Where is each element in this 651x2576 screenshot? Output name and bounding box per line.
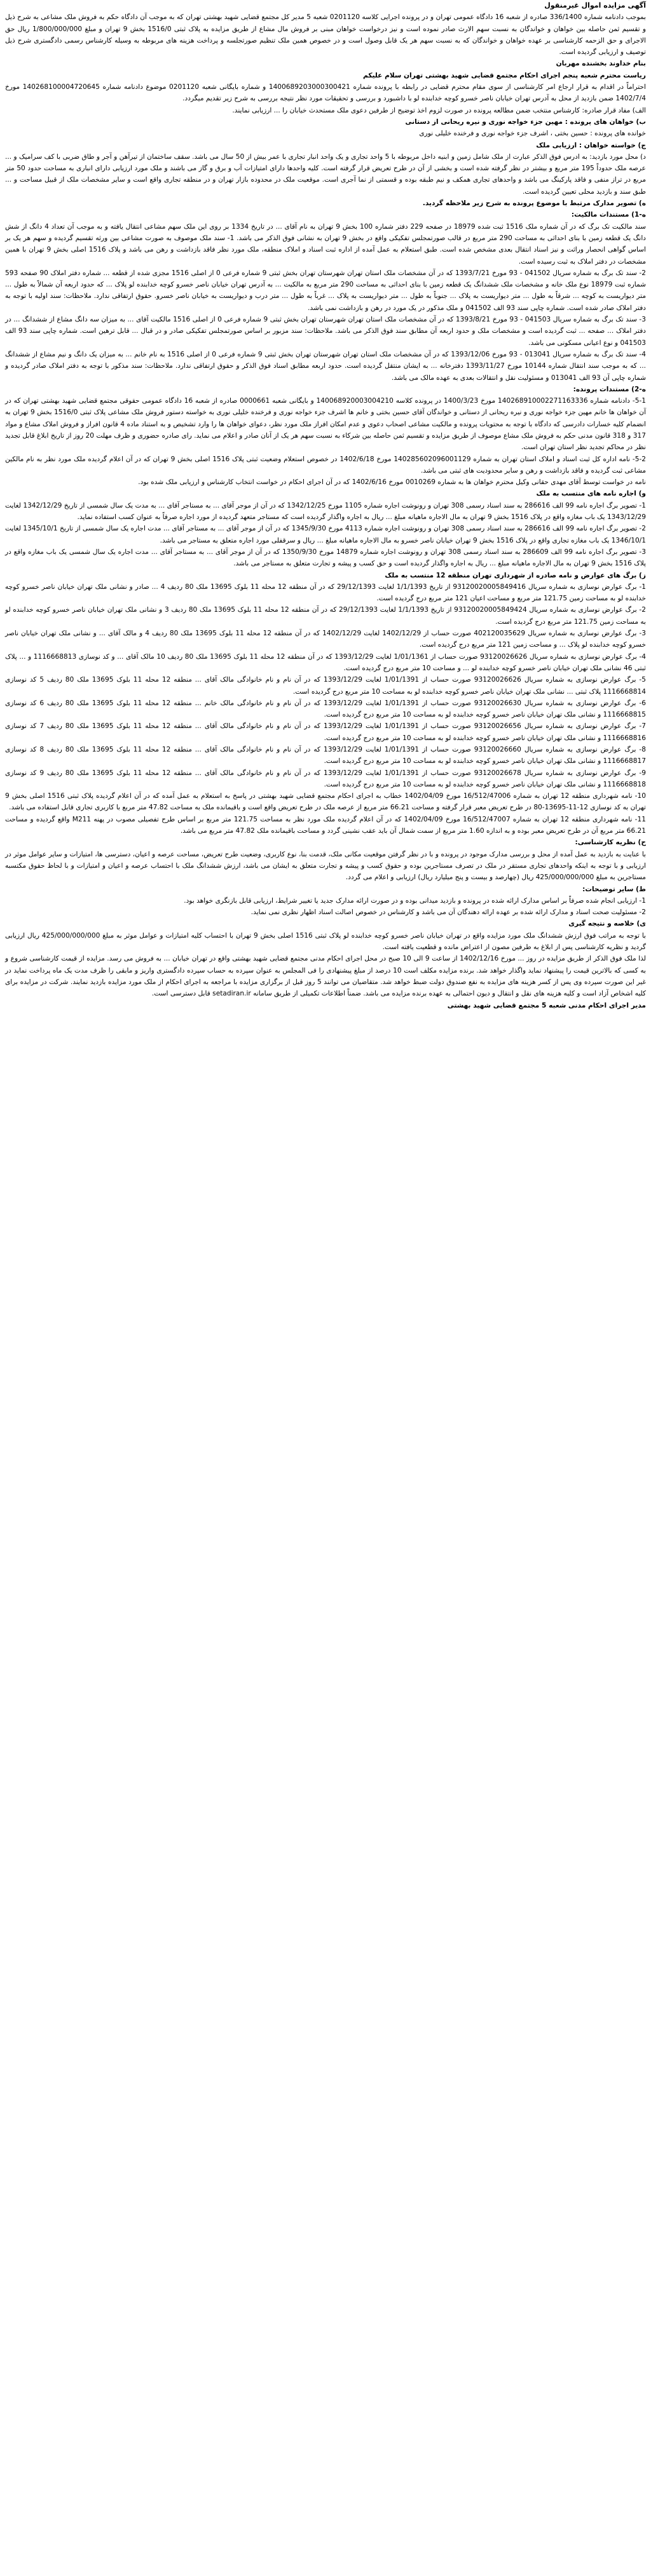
notice-paragraph: خوانده های پرونده : حسین بختی ، اشرف جزء خواجه نوری و فرخنده خلیلی نوری (419, 130, 646, 138)
notice-paragraph: ریاست محترم شعبه پنجم اجرای احکام مجتمع قضایی شهید بهشتی تهران سلام علیکم (363, 71, 646, 79)
notice-paragraph: 3- تصویر برگ اجاره نامه 99 الف 286609 به سند اسناد رسمی 308 تهران و رونوشت اجاره شماره 14879 مورخ 1350/9/30 که در آن از موجر آقای ... به مستاجر آقای ... مدت اجاره یک سال شمسی یک باب مغازه واقع در پلاک 1516 بخش 9 تهران به مال الاجاره ماهیانه مبلغ ... ریال به اجاره واگذار گردیده است و حق کسب و پیشه و تجارت متعلق به مستاجر می باشد. (5, 548, 646, 568)
notice-paragraph: بموجب دادنامه شماره 336/1400 صادره از شعبه 16 دادگاه عمومی تهران و در پرونده اجرایی کلاسه 0201120 شعبه 5 مدیر کل مجتمع قضایی شهید بهشتی تهران که به موجب آن دادگاه حکم به فروش ملک مشاعی به شرح ذیل و تقسیم ثمن حاصله بین خواهان و خواندگان به نسبت سهم الارث صادر نموده است و نیز درخواست خواهان مبنی بر فروش مال مشاع از طریق مزایده به پلاک ثبتی 1516/0 بخش 9 تهران و مبلغ 1/800/000/000 ریال حق الاجرای و حق الزحمه کارشناسی بر عهده خواهان و خواندگان که به نسبت سهم هر یک قابل وصول است و در خصوص همین ملک تنظیم صورتجلسه و پرداخت هزینه های مربوطه به وسیله کارشناس رسمی دادگستری شرح ذیل توصیف و ارزیابی گردیده است. (5, 13, 647, 57)
notice-document (5, 0, 646, 1011)
notice-signature: مدیر اجرای احکام مدنی شعبه 5 مجتمع قضایی شهید بهشتی (447, 1001, 646, 1009)
notice-paragraph: احتراماً در اقدام به قرار ارجاع امر کارشناسی از سوی مقام محترم قضایی در رابطه با پرونده شماره 1400689203000300421 و شماره بایگانی شعبه 0201120 موضوع دادنامه شماره 140268100004720645 مورخ 1402/7/4 ضمن بازدید از محل به آدرس تهران خیابان ناصر خسرو کوچه خدابنده لو با داشبورد و بررسی و تحقیقات مورد نظر نتیجه بررسی به شرح زیر تقدیم میگردد. (5, 83, 646, 103)
notice-paragraph: 11- نامه شهرداری منطقه 12 تهران به شماره 16/512/47007 مورخ 1402/04/09 که در آن اعلام گردیده ملک مورد نظر به مساحت 121.75 متر مربع بر اساس طرح تفصیلی مصوب در پهنه M211 واقع گردیده و مساحت 66.21 متر مربع آن در طرح تعریض معبر بوده و به اندازه 1.60 متر مربع از سمت شمال آن باید عقب نشینی گردد و مساحت باقیمانده ملک 47.82 متر مربع می باشد. (5, 815, 646, 835)
notice-paragraph: لذا ملک فوق الذکر از طریق مزایده در روز ... مورخ 1402/12/16 از ساعت 9 الی 10 صبح در محل اجرای احکام مدنی مجتمع قضایی شهید بهشتی واقع در تهران خیابان ... به فروش می رسد. مزایده از قیمت کارشناسی شروع و به کسی که بالاترین قیمت را پیشنهاد نماید واگذار خواهد شد. برنده مزایده مکلف است 10 درصد از مبلغ پیشنهادی را فی المجلس به عنوان سپرده به حساب سپرده دادگستری واریز و مابقی را ظرف مدت یک ماه پرداخت نماید در غیر این صورت سپرده وی پس از کسر هزینه های مزایده به نفع صندوق دولت ضبط خواهد شد. متقاضیان می توانند 5 روز قبل از برگزاری مزایده با مراجعه به اجرای احکام از ملک مورد مزایده بازدید نمایند. شرکت در مزایده برای کلیه اشخاص آزاد است و کلیه هزینه های نقل و انتقال و دیون احتمالی به عهده برنده مزایده می باشد. ضمناً اطلاعات تکمیلی از طریق سامانه setadiran.ir قابل دسترسی است. (5, 955, 646, 998)
notice-paragraph: ح) نظریه کارشناسی: (575, 839, 646, 847)
notice-paragraph: 1- تصویر برگ اجاره نامه 99 الف 286616 به سند اسناد رسمی 308 تهران و رونوشت اجاره شماره 1105 مورخ 1342/12/25 که در آن از موجر آقای ... به مستاجر آقای ... به مدت یک سال شمسی از تاریخ 1342/12/29 لغایت 1343/12/29 یک باب مغازه واقع در پلاک 1516 بخش 9 تهران به مال الاجاره ماهیانه مبلغ ... ریال به اجاره واگذار گردیده است که مستاجر متعهد گردیده از مورد اجاره صرفاً به عنوان کسب استفاده نماید. (5, 501, 646, 522)
notice-paragraph: ج) خواسته خواهان : ارزیابی ملک (536, 141, 646, 149)
notice-paragraph: نامه در خواست توسط آقای مهدی حقانی وکیل محترم خواهان ها به شماره 0010269 مورخ 1402/6/16 که در آن اجرای احکام در خواست انتخاب کارشناس و ارزیابی ملک شده بود. (138, 478, 646, 487)
notice-paragraph: ز) برگ های عوارض و نامه صادره از شهرداری تهران منطقه 12 منتسب به ملک (385, 571, 646, 579)
notice-paragraph: ب) خواهان های پرونده : مهین جزء خواجه نوری و نیره ریحانی از دستانی (405, 118, 646, 126)
notice-paragraph: 2- سند تک برگ به شماره سریال 041502 - 93 مورخ 1393/7/21 که در آن مشخصات ملک استان تهران شهرستان تهران بخش ثبتی 9 شماره فرعی 0 از اصلی 1516 مجزی شده از قطعه ... شماره دفتر املاک 90 صفحه 593 شماره ثبت 18979 نوع ملک خانه و مشخصات ملک ششدانگ یک قطعه زمین با بنای احداثی به مساحت 290 متر مربع به مالکیت ... به آدرس تهران خیابان ناصر خسرو کوچه خدابنده لو پلاک ... که حدود اربعه آن شمالاً به طول ... متر دیواریست به کوچه ... شرقاً به طول ... متر دیواریست به پلاک ... جنوباً به طول ... متر دیواریست به پلاک ... غرباً به طول ... متر درب و دیواریست به خیابان ناصر خسرو. حقوق ارتفاقی ندارد. ملاحظات: سند اولیه با توجه به دفتر املاک صادر شده است. شماره چاپی سند 93 الف 041502 و ملک مذکور در یک مورد در رهن و بازداشت نمی باشد. (5, 269, 647, 312)
notice-title: آگهی مزایده اموال غیرمنقول (544, 1, 646, 10)
notice-paragraph: 1- ارزیابی انجام شده صرفاً بر اساس مدارک ارائه شده در پرونده و بازدید میدانی بوده و در صورت ارائه مدارک جدید یا تغییر شرایط، ارزیابی قابل بازنگری خواهد بود. (184, 896, 646, 905)
notice-paragraph: 5- برگ عوارض نوسازی به شماره سریال 93120026626 صورت حساب از 1/01/1391 لغایت 1393/12/29 که در آن نام و نام خانوادگی مالک آقای ... منطقه 12 محله 11 بلوک 13695 ملک 80 ردیف 5 کد نوسازی 1116668814 پلاک ثبتی ... نشانی ملک تهران خیابان ناصر خسرو کوچه خدابنده لو به مساحت 10 متر مربع درج گردیده است. (5, 676, 646, 696)
notice-paragraph: ه-2) مستندات پرونده: (573, 385, 646, 393)
notice-paragraph: ی) خلاصه و نتیجه گیری (568, 920, 646, 928)
notice-paragraph: 6- برگ عوارض نوسازی به شماره سریال 93120026630 صورت حساب از 1/01/1391 لغایت 1393/12/29 که در آن نام و نام خانوادگی مالک خانم ... منطقه 12 محله 11 بلوک 13695 ملک 80 ردیف 6 کد نوسازی 1116668815 و نشانی ملک تهران خیابان ناصر خسرو کوچه خدابنده لو به مساحت 10 متر مربع درج گردیده است. (5, 699, 647, 719)
notice-paragraph: ه) تصویر مدارک مرتبط با موضوع پرونده به شرح زیر ملاحظه گردید. (422, 199, 646, 208)
notice-paragraph: و) اجاره نامه های منتسب به ملک (536, 490, 646, 498)
notice-paragraph: 5-2- نامه اداره کل ثبت اسناد و املاک استان تهران به شماره 140285602096001129 مورخ 1402/6/18 در خصوص استعلام وضعیت ثبتی پلاک 1516 اصلی بخش 9 تهران که در آن اعلام گردیده ملک مورد نظر به نام مالکین مشاعی ثبت گردیده و فاقد بازداشت و رهن و سایر محدودیت های ثبتی می باشد. (5, 455, 647, 475)
notice-paragraph: 9- برگ عوارض نوسازی به شماره سریال 93120026678 صورت حساب از 1/01/1391 لغایت 1393/12/29 که در آن نام و نام خانوادگی مالک آقای ... منطقه 12 محله 11 بلوک 13695 ملک 80 ردیف 9 کد نوسازی 1116668818 و نشانی ملک تهران خیابان ناصر خسرو کوچه خدابنده لو به مساحت 10 متر مربع درج گردیده است. (5, 769, 646, 788)
notice-paragraph: 2- تصویر برگ اجاره نامه 99 الف 286616 به سند اسناد رسمی 308 تهران و رونوشت اجاره شماره 4113 مورخ 1345/9/30 که در آن از موجر آقای ... به مستاجر آقای ... مدت اجاره یک سال شمسی از تاریخ 1345/10/1 لغایت 1346/10/1 یک باب مغازه تجاری واقع در پلاک 1516 بخش 9 تهران خیابان ناصر خسرو به مال الاجاره ماهیانه مبلغ ... ریال و سرقفلی مورد اجاره متعلق به مستاجر می باشد. (5, 525, 646, 544)
notice-paragraph: د) محل مورد بازدید: به ادرس فوق الذکر عبارت از ملک شامل زمین و ابنیه داخل مربوطه با 5 واحد تجاری و یک واحد انبار تجاری با عمر بیش از 50 سال می باشد. سقف ساختمان از تیرآهن و آجر و طاق ضربی با کف سرامیک و ... عرصه ملک حدوداً 195 متر مربع و بیشتر در نظر گرفته شده است و بخشی از آن در طرح تعریض قرار گرفته است. کلیه واحدها دارای امتیازات آب و برق و گاز می باشند و ملک مورد ارزیابی دارای انباری به مساحت حدود 50 متر مربع در تراز منفی و فاقد پارکینگ می باشد و واحدهای تجاری همکف و نیم طبقه بوده و قسمتی از نما آجری است. موقعیت ملک در محدوده بازار تهران و در منطقه تجاری واقع است و سایر مشخصات ملک از قبیل مساحت و ... طبق سند و بازدید محلی تعیین گردیده است. (5, 152, 647, 196)
notice-paragraph: الف) مفاد قرار صادره: کارشناس منتخب ضمن مطالعه پرونده در صورت لزوم اخذ توضیح از طرفین دعوی ملک مستحدث خیابان را ... ارزیابی نمایند. (232, 106, 646, 114)
notice-paragraph: با عنایت به بازدید به عمل آمده از محل و بررسی مدارک موجود در پرونده و با در نظر گرفتن موقعیت مکانی ملک، قدمت بنا، نوع کاربری، وضعیت طرح تعریض، مساحت عرصه و اعیان، دسترسی ها، امتیازات و سایر عوامل موثر در ارزیابی و با توجه به اینکه واحدهای تجاری مستقر در ملک در تصرف مستاجرین بوده و حقوق کسب و پیشه و تجارت متعلق به ایشان می باشد، ارزش ششدانگ ملک با احتساب عرصه و اعیان و امتیازات و با لحاظ حقوق مکتسبه مستاجرین به مبلغ 425/000/000/000 ریال (چهارصد و بیست و پنج میلیارد ریال) ارزیابی و اعلام می گردد. (5, 850, 646, 882)
notice-paragraph: 4- سند تک برگ به شماره سریال 013041 - 93 مورخ 1393/12/06 که در آن مشخصات ملک استان تهران شهرستان تهران بخش ثبتی 9 شماره فرعی 0 از اصلی 1516 به نام خانم ... به میزان یک دانگ و نیم مشاع از ششدانگ ... که به موجب سند انتقال شماره 10144 مورخ 1393/11/27 دفترخانه ... به ایشان منتقل گردیده است. حدود اربعه مطابق اسناد فوق الذکر و حقوق ارتفاقی ندارد. ملاحظات: سند مذکور با توجه به دفتر املاک صادر گردیده و شماره چاپی آن 93 الف 013041 و مسئولیت نقل و انتقالات بعدی به عهده مالک می باشد. (5, 350, 647, 382)
notice-paragraph: با توجه به مراتب فوق ارزش ششدانگ ملک مورد مزایده واقع در تهران خیابان ناصر خسرو کوچه خدابنده لو پلاک ثبتی 1516 اصلی بخش 9 تهران با احتساب کلیه امتیازات و عوامل موثر به مبلغ 425/000/000/000 ریال ارزیابی گردید و نظریه کارشناسی پس از ابلاغ به طرفین مصون از اعتراض مانده و قطعیت یافته است. (5, 931, 646, 952)
notice-paragraph: 3- برگ عوارض نوسازی به شماره سریال 402120035629 صورت حساب از 1402/12/29 لغایت 1402/12/29 که در آن منطقه 12 محله 11 بلوک 13695 ملک 80 ردیف 4 و مالک آقای ... و نشانی ملک تهران خیابان ناصر خسرو کوچه خدابنده لو پلاک ... و مساحت زمین 121 متر مربع درج گردیده است. (5, 630, 647, 649)
notice-paragraph: ه-1) مستندات مالکیت: (571, 211, 646, 219)
notice-body (5, 11, 646, 999)
notice-paragraph: 8- برگ عوارض نوسازی به شماره سریال 93120026660 صورت حساب از 1/01/1391 لغایت 1393/12/29 که در آن نام و نام خانوادگی مالک آقای ... منطقه 12 محله 11 بلوک 13695 ملک 80 ردیف 8 کد نوسازی 1116668817 و نشانی ملک تهران خیابان ناصر خسرو کوچه خدابنده لو به مساحت 10 متر مربع درج گردیده است. (5, 746, 646, 765)
notice-paragraph: 2- مسئولیت صحت اسناد و مدارک ارائه شده بر عهده ارائه دهندگان آن می باشد و کارشناس در خصوص اصالت اسناد اظهار نظری نمی نماید. (250, 908, 646, 917)
notice-paragraph: 4- برگ عوارض نوسازی به شماره سریال 93120026626 صورت حساب از 1/01/1361 لغایت 1393/12/29 که در آن منطقه 12 محله 11 بلوک 13695 ملک 80 ردیف 10 مالک آقای ... و کد نوسازی 1116668813 و ... پلاک ثبتی 46 نشانی ملک تهران خیابان ناصر خسرو کوچه خدابنده لو ... و مساحت 10 متر مربع درج گردیده است. (5, 652, 647, 672)
notice-paragraph: 7- برگ عوارض نوسازی به شماره سریال 93120026656 صورت حساب از 1/01/1391 لغایت 1393/12/29 که در آن نام و نام خانوادگی مالک آقای ... منطقه 12 محله 11 بلوک 13695 ملک 80 ردیف 7 کد نوسازی 1116668816 و نشانی ملک تهران خیابان ناصر خسرو کوچه خدابنده لو به مساحت 10 متر مربع درج گردیده است. (5, 722, 646, 742)
notice-paragraph: سند مالکیت تک برگ که در آن شماره ملک 1516 ثبت شده 18979 در صفحه 229 دفتر شماره 100 بخش 9 تهران به نام آقای ... در تاریخ 1334 بر روی این ملک سهم مشاعی انتقال یافته و به موجب آن تعداد 4 دانگ از شش دانگ یک قطعه زمین با بنای احداثی به مساحت 290 متر مربع در قالب صورتمجلس تفکیکی واقع در بخش 9 تهران به نشانی فوق الذکر می باشد. 1- سند ملک موصوف به صورت مشاعی بین ورثه تقسیم گردیده و سهم هر یک بر اساس گواهی انحصار وراثت و نیز اسناد انتقال بعدی مشخص شده است. طبق استعلام به عمل آمده از اداره ثبت اسناد و املاک منطقه، ملک مورد نظر فاقد بازداشت و رهن می باشد و پلاک 1516 اصلی بخش 9 تهران با همین مشخصات در دفتر املاک به ثبت رسیده است. (5, 222, 646, 266)
notice-paragraph: 5-1- دادنامه شماره 140268910002271163336 مورخ 1400/3/23 در پرونده کلاسه 140068920003004210 و بایگانی شعبه 0000661 صادره از شعبه 16 دادگاه عمومی حقوقی مجتمع قضایی شهید بهشتی تهران که در آن خواهان ها خانم مهین جزء خواجه نوری و نیره ریحانی از دستانی و خواندگان آقای حسین بختی و خانم ها اشرف جزء خواجه نوری و فرخنده خلیلی نوری به خواسته دستور فروش ملک مشاعی پلاک ثبتی 1516/0 بخش 9 تهران به انضمام کلیه خسارات دادرسی که دادگاه با توجه به محتویات پرونده و مالکیت مشاعی اصحاب دعوی و عدم امکان افراز ملک مورد نظر، دعوای خواهان ها را وارد تشخیص و به استناد ماده 4 قانون افراز و فروش املاک مشاع و مواد 317 و 318 قانون مدنی حکم به فروش ملک مشاع موصوف از طریق مزایده و تقسیم ثمن حاصله بین شرکاء به نسبت سهم هر یک از آنان صادر و اعلام می نماید. رای صادره حضوری و ظرف مهلت 20 روز از تاریخ ابلاغ قابل تجدید نظر در محاکم تجدید نظر استان تهران است. (5, 397, 647, 452)
notice-paragraph: ط) سایر توضیحات: (582, 885, 646, 893)
notice-paragraph: بنام خداوند بخشنده مهربان (556, 60, 646, 68)
notice-paragraph: 1- برگ عوارض نوسازی به شماره سریال 93120020005849416 از تاریخ 1/1/1393 لغایت 29/12/1393 که در آن منطقه 12 محله 11 بلوک 13695 ملک 80 ردیف 4 ... صادر و نشانی ملک تهران خیابان ناصر خسرو کوچه خدابنده لو به مساحت زمین 121.75 متر مربع و مساحت اعیان 121 متر مربع درج گردیده است. (5, 583, 647, 603)
notice-paragraph: 2- برگ عوارض نوسازی به شماره سریال 93120020005849424 از تاریخ 1/1/1393 لغایت 29/12/1393 که در آن منطقه 12 محله 11 بلوک 13695 ملک 80 ردیف 3 و نشانی ملک تهران خیابان ناصر خسرو کوچه خدابنده لو به مساحت زمین 121.75 متر مربع درج گردیده است. (5, 606, 646, 626)
notice-paragraph: 10- نامه شهرداری منطقه 12 تهران به شماره 16/512/47006 مورخ 1402/04/09 خطاب به اجرای احکام مجتمع قضایی شهید بهشتی در پاسخ به استعلام به عمل آمده که در آن اعلام گردیده پلاک ثبتی 1516 اصلی بخش 9 تهران به کد نوسازی 12-11-13695-80 در طرح تعریض معبر قرار گرفته و مساحت 66.21 متر مربع از عرصه ملک در طرح تعریض واقع است و باقیمانده ملک به مساحت 47.82 متر مربع با کاربری تجاری قابل استفاده می باشد. (5, 792, 646, 812)
notice-paragraph: 3- سند تک برگ به شماره سریال 041503 - 93 مورخ 1393/8/21 که در آن مشخصات ملک استان تهران شهرستان تهران بخش ثبتی 9 شماره فرعی 0 از اصلی 1516 مالکیت آقای ... به میزان سه دانگ مشاع از ششدانگ ... در دفتر املاک ... صفحه ... ثبت گردیده است و مشخصات ملک و حدود اربعه آن مطابق سند فوق الذکر می باشد. ملاحظات: سند مزبور بر اساس صورتمجلس تفکیکی صادر و در قبال ... قابل ترهین است. شماره چاپی سند 93 الف 041503 و نوع اعیانی مسکونی می باشد. (5, 316, 646, 347)
